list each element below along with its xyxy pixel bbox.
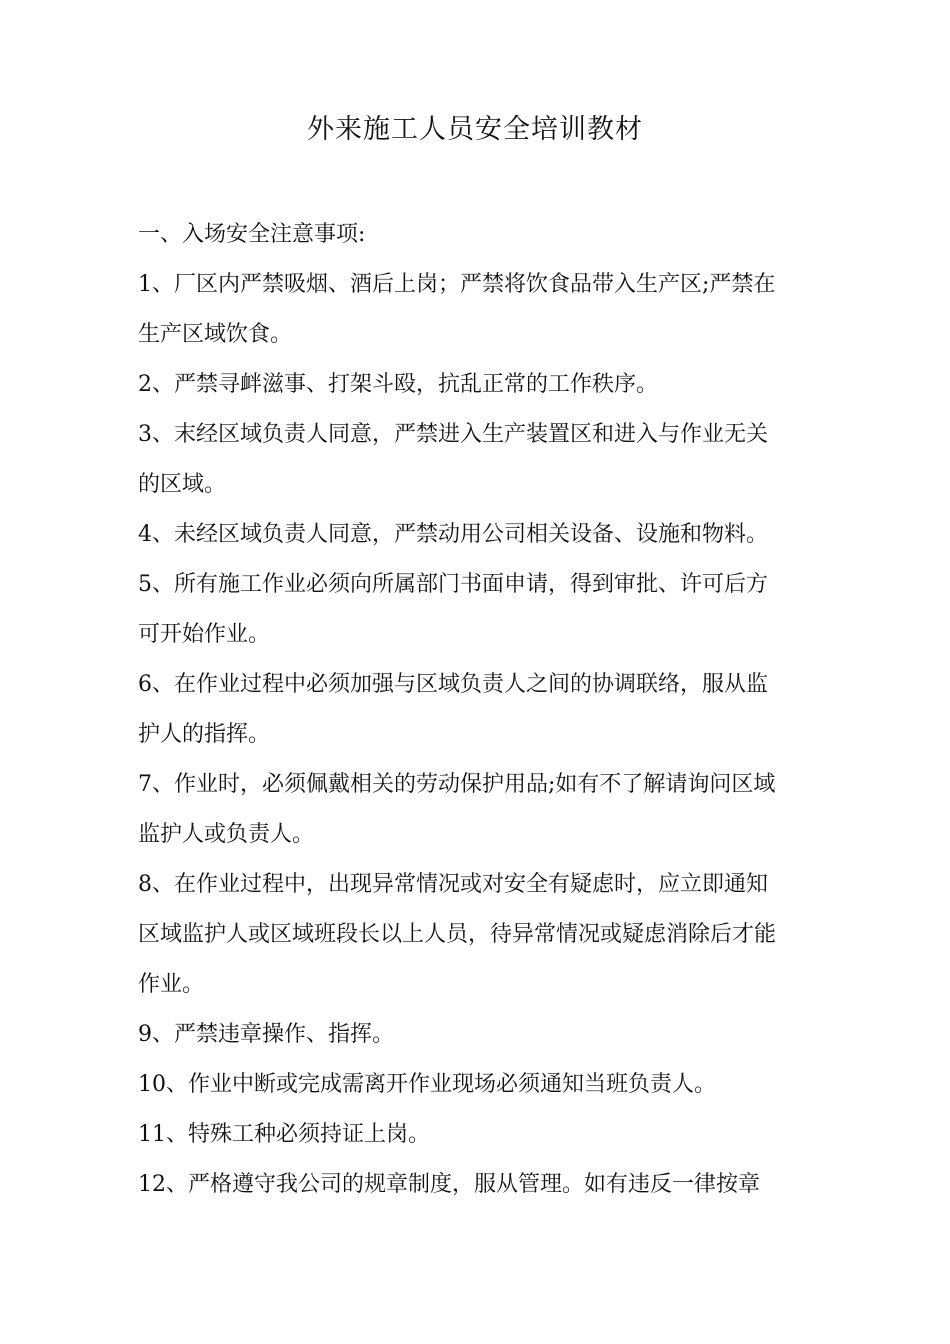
text-line: 11、特殊工种必须持证上岗。 xyxy=(138,1122,430,1147)
text-line: 的区域。 xyxy=(138,472,227,497)
text-line: 6、在作业过程中必须加强与区域负责人之间的协调联络，服从监 xyxy=(138,672,768,697)
text-line: 监护人或负责人。 xyxy=(138,822,315,847)
text-line: 区域监护人或区域班段长以上人员，待异常情况或疑虑消除后才能 xyxy=(138,922,777,947)
text-line: 4、未经区域负责人同意，严禁动用公司相关设备、设施和物料。 xyxy=(138,522,768,547)
text-line: 生产区域饮食。 xyxy=(138,322,293,347)
text-line: 8、在作业过程中，出现异常情况或对安全有疑虑时，应立即通知 xyxy=(138,872,768,897)
text-line: 护人的指挥。 xyxy=(138,722,271,747)
section-heading: 一、入场安全注意事项: xyxy=(138,222,366,247)
text-line: 1、厂区内严禁吸烟、酒后上岗；严禁将饮食品带入生产区;严禁在 xyxy=(138,272,776,297)
text-line: 9、严禁违章操作、指挥。 xyxy=(138,1022,394,1047)
text-line: 5、所有施工作业必须向所属部门书面申请，得到审批、许可后方 xyxy=(138,572,768,597)
text-line: 10、作业中断或完成需离开作业现场必须通知当班负责人。 xyxy=(138,1072,716,1097)
text-line: 可开始作业。 xyxy=(138,622,271,647)
text-line: 作业。 xyxy=(138,972,205,997)
text-line: 12、严格遵守我公司的规章制度，服从管理。如有违反一律按章 xyxy=(138,1172,760,1197)
text-line: 3、末经区域负责人同意，严禁进入生产装置区和进入与作业无关 xyxy=(138,422,768,447)
text-line: 7、作业时，必须佩戴相关的劳动保护用品;如有不了解请询问区域 xyxy=(138,772,776,797)
text-line: 2、严禁寻衅滋事、打架斗殴，抗乱正常的工作秩序。 xyxy=(138,372,658,397)
document-body xyxy=(138,210,820,1210)
document-title: 外来施工人员安全培训教材 xyxy=(307,114,643,145)
